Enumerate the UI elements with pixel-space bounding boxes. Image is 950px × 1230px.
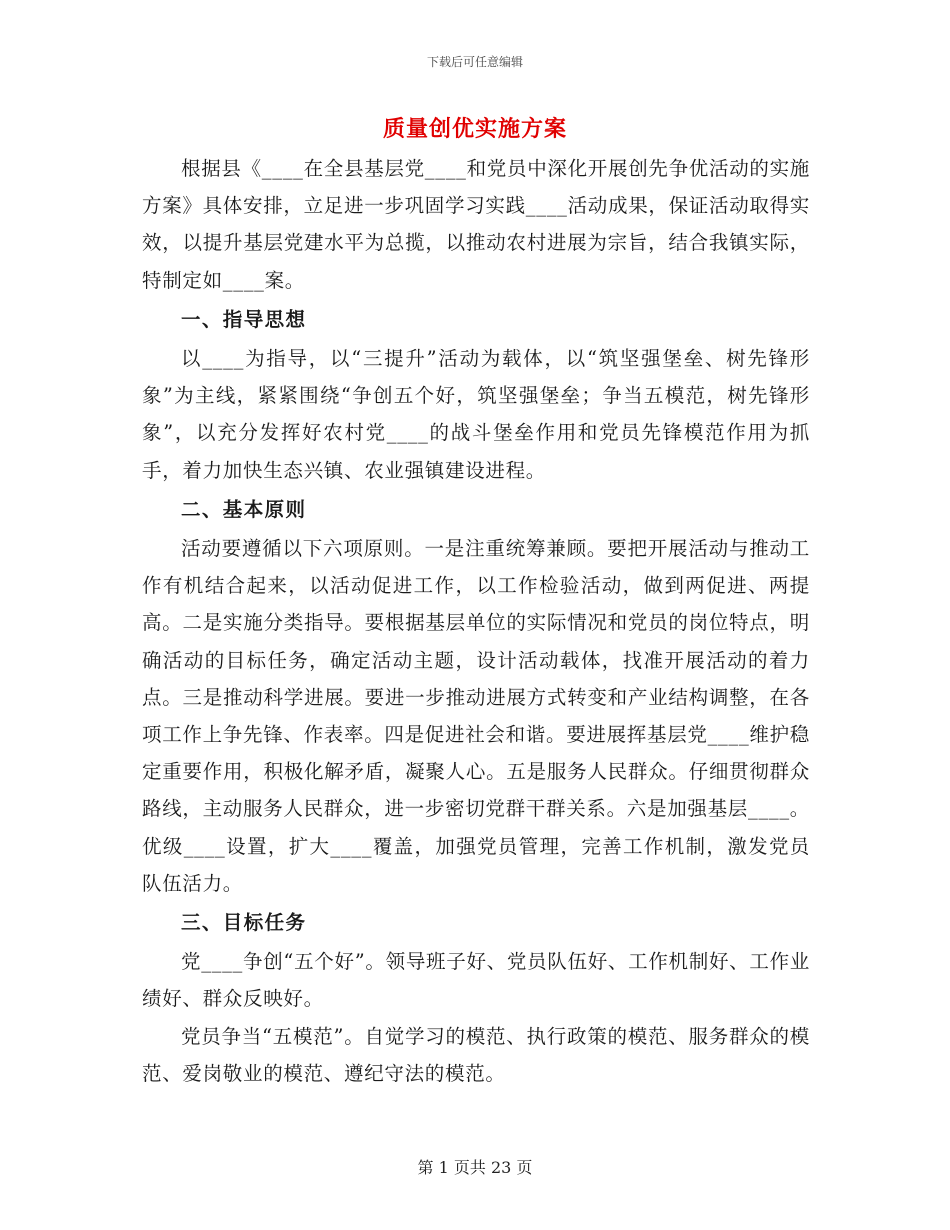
goals-paragraph-members: 党员争当“五模范”。自觉学习的模范、执行政策的模范、服务群众的模范、爱岗敬业的模范、遵纪守法的模范。 (142, 1024, 810, 1085)
basic-principles-paragraph: 活动要遵循以下六项原则。一是注重统筹兼顾。要把开展活动与推动工作有机结合起来，以活动促进工作，以工作检验活动，做到两促进、两提高。二是实施分类指导。要根据基层单位的实际情况和党员的岗位特点，明确活动的目标任务，确定活动主题，设计活动载体，找准开展活动的着力点。三是推动科学进展。要进一步推动进展方式转变和产业结构调整，在各项工作上争先锋、作表率。四是促进社会和谐。要进展挥基层党____维护稳定重要作用，积极化解矛盾，凝聚人心。五是服务人民群众。仔细贯彻群众路线，主动服务人民群众，进一步密切党群干群关系。六是加强基层____。优级____设置，扩大____覆盖，加强党员管理，完善工作机制，激发党员队伍活力。 (142, 537, 811, 895)
goals-paragraph-organization: 党____争创“五个好”。领导班子好、党员队伍好、工作机制好、工作业绩好、群众反映好。 (142, 950, 810, 1011)
guiding-thought-paragraph: 以____为指导，以“三提升”活动为载体，以“筑坚强堡垒、树先锋形象”为主线，紧紧围绕“争创五个好，筑坚强堡垒；争当五模范，树先锋形象”，以充分发挥好农村党____的战斗堡垒作用和党员先锋模范作用为抓手，着力加快生态兴镇、农业强镇建设进程。 (142, 347, 810, 482)
document-body (142, 150, 810, 1092)
document-title: 质量创优实施方案 (382, 116, 567, 142)
page-header-note: 下载后可任意编辑 (426, 55, 523, 69)
section-heading-guiding-thought: 一、指导思想 (181, 307, 307, 331)
section-heading-basic-principles: 二、基本原则 (181, 497, 307, 521)
intro-paragraph: 根据县《____在全县基层党____和党员中深化开展创先争优活动的实施方案》具体安排，立足进一步巩固学习实践____活动成果，保证活动取得实效，以提升基层党建水平为总揽，以推动农村进展为宗旨，结合我镇实际，特制定如____案。 (142, 157, 811, 292)
section-heading-goals: 三、目标任务 (181, 911, 307, 935)
page-footer: 第 1 页共 23 页 (417, 1158, 533, 1177)
